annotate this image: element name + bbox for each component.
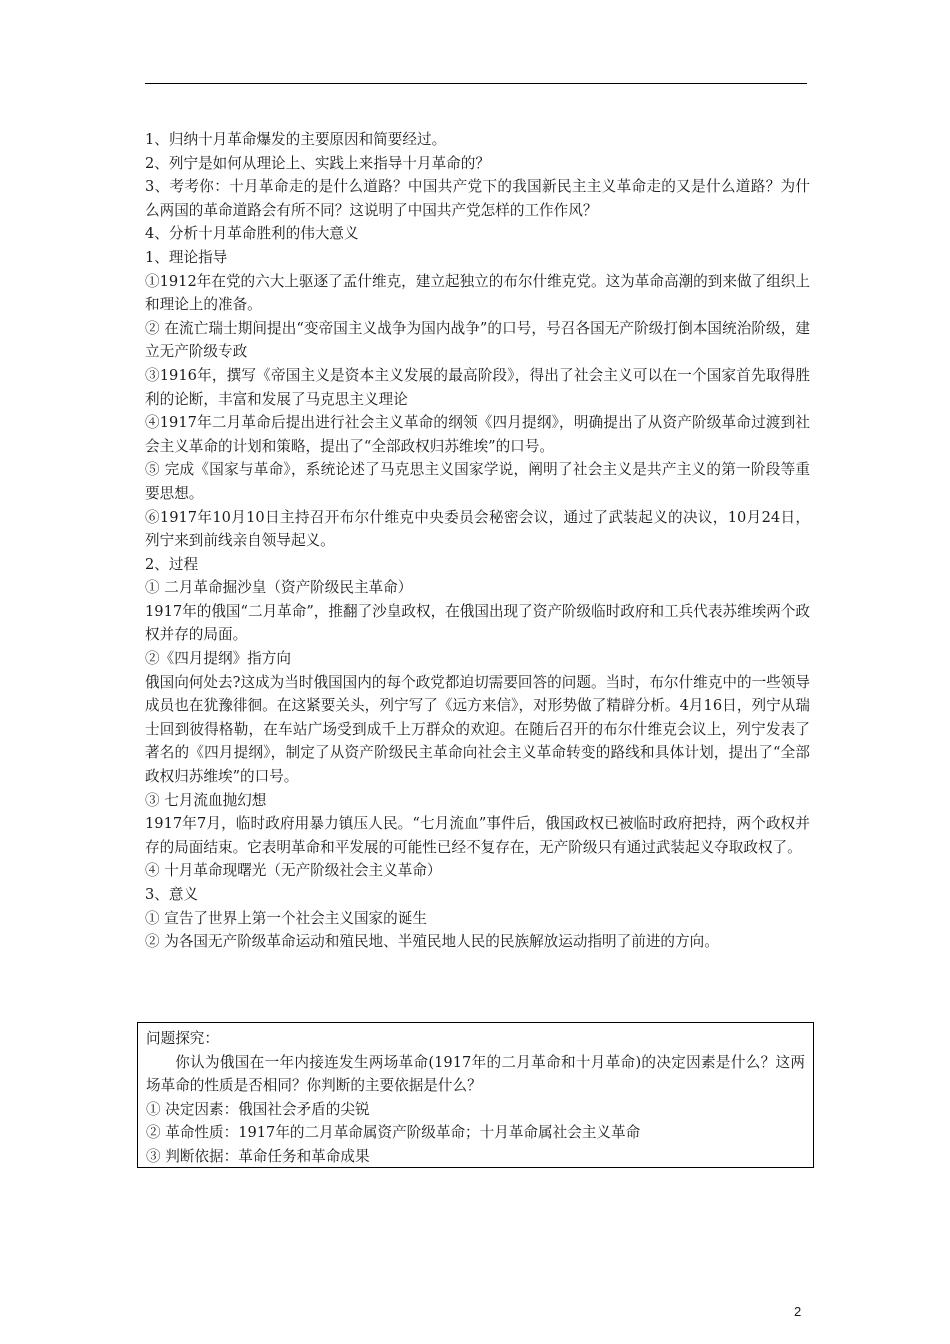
significance-point-2: ② 为各国无产阶级革命运动和殖民地、半殖民地人民的民族解放运动指明了前进的方向。	[145, 933, 719, 951]
theory-point-5: ⑤ 完成《国家与革命》，系统论述了马克思主义国家学说，阐明了社会主义是共产主义的第一阶段等重要思想。	[145, 461, 810, 502]
process-heading-2: ②《四月提纲》指方向	[145, 650, 291, 668]
question-4: 4、分析十月革命胜利的伟大意义	[145, 225, 359, 243]
question-1: 1、归纳十月革命爆发的主要原因和简要经过。	[145, 131, 447, 148]
theory-point-1: ①1912年在党的六大上驱逐了孟什维克，建立起独立的布尔什维克党。这为革命高潮的到来做了组织上和理论上的准备。	[145, 272, 810, 314]
section-theory-heading: 1、理论指导	[145, 248, 228, 266]
theory-point-2: ② 在流亡瑞士期间提出“变帝国主义战争为国内战争”的口号，号召各国无产阶级打倒本国统治阶级，建立无产阶级专政	[145, 319, 810, 361]
section-significance-heading: 3、意义	[145, 886, 199, 903]
process-heading-4: ④ 十月革命现曙光（无产阶级社会主义革命）	[145, 862, 442, 880]
section-process-heading: 2、过程	[145, 555, 199, 573]
theory-point-6: ⑥1917年10月10日主持召开布尔什维克中央委员会秘密会议，通过了武装起义的决议，10月24日，列宁来到前线亲自领导起义。	[145, 508, 810, 550]
process-paragraph-2: 俄国向何处去?这成为当时俄国国内的每个政党都迫切需要回答的问题。当时，布尔什维克中的一些领导成员也在犹豫徘徊。在这紧要关头，列宁写了《远方来信》，对形势做了精辟分析。4月16日，列宁从瑞士回到彼得格勒，在车站广场受到成千上万群众的欢迎。在随后召开的布尔什维克会议上，列宁发表了著名的《四月提纲》，制定了从资产阶级民主革命向社会主义革命转变的路线和具体计划，提出了“全部政权归苏维埃”的口号。	[145, 673, 810, 786]
document-body	[145, 128, 810, 954]
inquiry-answer-2: ② 革命性质：1917年的二月革命属资产阶级革命；十月革命属社会主义革命	[146, 1124, 641, 1142]
header-rule	[145, 83, 807, 84]
process-heading-1: ① 二月革命掘沙皇（资产阶级民主革命）	[145, 579, 413, 597]
process-paragraph-3: 1917年7月，临时政府用暴力镇压人民。“七月流血”事件后，俄国政权已被临时政府把持，两个政权并存的局面结束。它表明革命和平发展的可能性已经不复存在，无产阶级只有通过武装起义夺取政权了。	[145, 815, 810, 856]
inquiry-question: 你认为俄国在一年内接连发生两场革命(1917年的二月革命和十月革命)的决定因素是什么？这两场革命的性质是否相同？你判断的主要依据是什么？	[146, 1053, 805, 1095]
inquiry-answer-3: ③ 判断依据：革命任务和革命成果	[146, 1147, 370, 1165]
inquiry-box	[137, 1022, 814, 1168]
inquiry-title: 问题探究：	[146, 1030, 219, 1047]
question-2: 2、列宁是如何从理论上、实践上来指导十月革命的？	[145, 154, 490, 172]
process-paragraph-1: 1917年的俄国“二月革命”，推翻了沙皇政权，在俄国出现了资产阶级临时政府和工兵代表苏维埃两个政权并存的局面。	[145, 602, 811, 644]
theory-point-4: ④1917年二月革命后提出进行社会主义革命的纲领《四月提纲》，明确提出了从资产阶级革命过渡到社会主义革命的计划和策略，提出了“全部政权归苏维埃”的口号。	[145, 414, 810, 455]
inquiry-answer-1: ① 决定因素：俄国社会矛盾的尖锐	[146, 1100, 370, 1118]
theory-point-3: ③1916年，撰写《帝国主义是资本主义发展的最高阶段》，得出了社会主义可以在一个国家首先取得胜利的论断，丰富和发展了马克思主义理论	[145, 366, 810, 408]
question-3: 3、考考你：十月革命走的是什么道路？中国共产党下的我国新民主主义革命走的又是什么道路？为什么两国的革命道路会有所不同？这说明了中国共产党怎样的工作作风？	[145, 178, 810, 219]
page-number: 2	[794, 1304, 802, 1319]
significance-point-1: ① 宣告了世界上第一个社会主义国家的诞生	[145, 909, 427, 927]
process-heading-3: ③ 七月流血抛幻想	[145, 791, 267, 809]
